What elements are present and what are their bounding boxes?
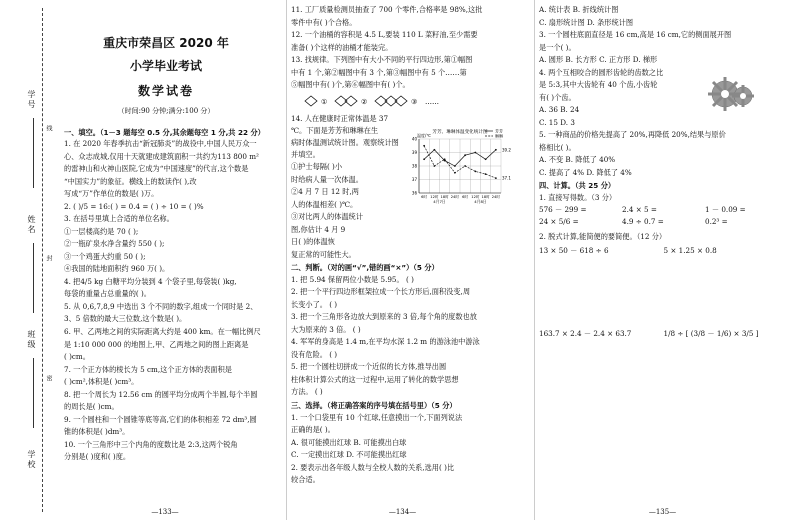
x-tick-label: 24时 (491, 195, 500, 200)
pattern-label: ③ (411, 97, 418, 106)
question-line: 大为原来的 3 倍。 ( ) (291, 324, 361, 334)
exam-title-type: 小学毕业考试 (129, 59, 202, 74)
calc-expression: 2.4 × 5 = (622, 205, 657, 215)
x-group-label: 4月8日 (474, 199, 487, 205)
y-tick-label: 38 (411, 163, 417, 169)
page-135 (534, 0, 790, 520)
x-group-label: 4月7日 (433, 199, 446, 205)
pattern-label: ② (361, 97, 368, 106)
question-line: 有( )个齿。 (539, 92, 576, 102)
question-line: 的周长是( )cm。 (64, 402, 119, 412)
y-tick-label: 40 (411, 136, 417, 142)
question-list (291, 113, 403, 260)
question-line: 分别是( )度和( )度。 (64, 452, 131, 462)
question-line: 6. 甲、乙两地之间的实际距离大约是 400 km。在一幅比例尺 (64, 327, 261, 336)
question-line: 病时体温测试统计图。观察统计图并填空。 (291, 138, 399, 159)
question-list (64, 138, 268, 462)
question-line: 5. 从 0,6,7,8,9 中选出 3 个不同的数字,组成一个同时是 2、 (64, 301, 258, 311)
page-133 (60, 0, 270, 520)
calc-direct-grid (539, 204, 788, 227)
label-name: 姓名 (27, 215, 36, 235)
section-judge: 二、判断。（对的画“√”,错的画“×”）（5 分） (291, 263, 439, 273)
question-line: 锥的体积是( )dm³。 (64, 427, 130, 437)
question-list (291, 412, 516, 486)
question-line: 3. 把一个三角形各边放大到原来的 3 倍,每个角的度数也放 (291, 312, 477, 322)
question-line: ②一瓶矿泉水净含量约 550 ( ); (64, 239, 165, 249)
y-tick-label: 36 (411, 190, 417, 196)
y-tick-label: 37 (411, 177, 417, 183)
question-line: ①护士每隔( )小 (291, 162, 343, 172)
question-line: 3. 在括号里填上合适的单位名称。 (64, 214, 174, 224)
question-line: 13. 找规律。下列图中有大小不同的平行四边形,第①幅图 (291, 55, 473, 65)
question-line: 没有危险。 ( ) (291, 349, 338, 359)
question-line: 10. 一个三角形中三个内角的度数比是 2:3,这两个锐角 (64, 439, 238, 449)
fill-line (33, 118, 34, 188)
section-fill-blank: 一、填空。（1－3 题每空 0.5 分,其余题每空 1 分,共 22 分） (64, 127, 265, 137)
question-line: 是一个( )。 (539, 42, 576, 52)
question-line: A. 不变 B. 降低了 40% (539, 155, 616, 165)
question-line: ⑤幅图中有( )个,第⑥幅图中有( )个。 (291, 80, 410, 90)
pattern-label: …… (425, 97, 439, 106)
question-line: 是 5:3,其中大齿轮有 40 个齿,小齿轮 (539, 80, 658, 90)
gears-image (705, 72, 755, 116)
data-label: 39.2 (502, 147, 511, 153)
data-label: 37.1 (502, 175, 511, 181)
question-line: C. 15 D. 3 (539, 117, 575, 127)
question-line: 1. 把 5.94 保留两位小数是 5.95。 ( ) (291, 274, 414, 284)
question-line: 较合适。 (291, 475, 320, 485)
question-line: 3. 一个圆柱底面直径是 16 cm,高是 16 cm,它的侧面展开图 (539, 30, 732, 40)
x-tick-label: 18时 (481, 195, 490, 200)
data-point (433, 165, 435, 167)
question-line: A. 很可能摸出红球 B. 可能摸出白球 (291, 437, 407, 447)
x-tick-label: 24时 (450, 195, 459, 200)
data-point (464, 154, 466, 156)
question-line: ①一层楼高约是 70 ( ); (64, 226, 139, 236)
question-line: ②4 月 7 日 12 时,两 (291, 187, 359, 197)
question-line: ④我国的陆地面积约 960 万( )。 (64, 264, 170, 274)
calc-expression: 1 － 0.09 = (705, 205, 746, 215)
calc-expression: 4.9 ÷ 0.7 = (622, 216, 664, 226)
label-class: 班级 (27, 330, 36, 350)
data-point (474, 152, 476, 154)
cut-mark: 密 (45, 375, 52, 383)
data-point (495, 177, 497, 179)
question-line: 中有 1 个,第②幅图中有 3 个,第③幅图中有 5 个……第 (291, 67, 467, 77)
question-line: 人的体温相差( )℃。 (291, 199, 358, 209)
question-line: 格相比( )。 (539, 142, 576, 152)
parallelogram-pattern (301, 94, 511, 108)
question-line: 准备( )个这样的油桶才能装完。 (291, 42, 393, 52)
page-number: —134— (388, 507, 417, 516)
question-line: 是 1:10 000 000 的地图上,甲、乙两地之间的图上距离是 (64, 339, 249, 349)
data-point (485, 158, 487, 160)
question-list (291, 4, 516, 91)
question-line: 正确的是( )。 (291, 425, 335, 435)
question-line: 4. 军军的身高是 1.4 m,在平均水深 1.2 m 的游泳池中游泳 (291, 337, 480, 347)
exam-title-subject: 数学试卷 (137, 84, 194, 99)
question-line: “中国实力”的象征。横线上的数读作( ),改 (64, 176, 197, 186)
temperature-line-chart (403, 127, 513, 209)
question-line: 长变小了。 ( ) (291, 299, 338, 309)
cut-mark: 线 (45, 125, 52, 133)
question-line: A. 36 B. 24 (539, 105, 580, 115)
calc-direct-row (539, 204, 788, 216)
binding-strip (0, 0, 58, 520)
question-line: 方法。 ( ) (291, 387, 323, 397)
exam-time-score: （时间:90 分钟;满分:100 分） (117, 106, 215, 115)
calc-step-row (539, 245, 788, 257)
question-line: 1. 在 2020 年春季抗击“新冠肺炎”的战役中,中国人民万众一 (64, 139, 257, 149)
question-line: 零件中有( )个合格。 (291, 17, 357, 27)
question-line: 3、5 倍数的最大三位数,这个数是( )。 (64, 314, 187, 324)
cut-line (42, 8, 43, 512)
calc-expression: 0.2³ = (705, 216, 728, 226)
question-line: C. 一定摸出红球 D. 不可能摸出红球 (291, 450, 407, 460)
question-line: 每袋的重量占总重量的( )。 (64, 289, 151, 299)
fill-line (33, 243, 34, 313)
question-line: 2. 把一个平行四边形框架拉成一个长方形后,面积没变,周 (291, 287, 471, 297)
calc-expression: 5 × 1.25 × 0.8 (663, 245, 717, 255)
chart-ylabel: 温度/℃ (417, 133, 431, 139)
question-line: 4. 两个互相咬合的圆形齿轮的齿数之比 (539, 67, 664, 77)
x-tick-label: 6时 (421, 195, 428, 200)
question-line: 图,你估计 4 月 9 (291, 224, 346, 234)
calc-step-title: 2. 脱式计算,能简便的要简便。（12 分） (539, 232, 667, 242)
question-line: ( )cm²,体积是( )cm³。 (64, 377, 139, 387)
data-point (433, 149, 435, 151)
exam-title-region: 重庆市荣昌区 2020 年 (103, 36, 229, 50)
question-line: 1. 一个口袋里有 10 个红球,任意摸出一个,下面列说法 (291, 412, 463, 422)
calc-expression: 1/8 ÷ [ (3/8 － 1/6) × 3/5 ] (663, 329, 759, 339)
question-line: 复正常的可能性大。 (291, 249, 356, 259)
question-line: 9. 一个圆柱和一个圆锥等底等高,它们的体积相差 72 dm³,圆 (64, 414, 257, 424)
data-point (454, 172, 456, 174)
question-line: 的雷神山和火神山医院,它成为“中国速度”的代言,这个数是 (64, 164, 249, 174)
calc-expression: 13 × 50 － 618 ÷ 6 (539, 245, 609, 255)
legend-label: 芳芳 (495, 128, 503, 134)
question-line: A. 圆形 B. 长方形 C. 正方形 D. 梯形 (539, 55, 658, 65)
label-school: 学校 (27, 450, 36, 470)
pattern-label: ① (321, 97, 328, 106)
x-tick-label: 12时 (471, 195, 480, 200)
question-line: 时给病人量一次体温。 (291, 174, 363, 184)
question-line: 7. 一个正方体的棱长为 5 cm,这个正方体的表面积是 (64, 364, 232, 374)
section-choose: 三、选择。（将正确答案的序号填在括号里）（5 分） (291, 400, 457, 410)
question-line: 14. 人在健康时正常体温是 37 ℃。下面是芳芳和琳琳在生 (291, 114, 389, 135)
question-line: 2. ( )/5 = 16:( ) = 0.4 = ( ) ÷ 10 = ( )% (64, 201, 204, 211)
question-line: 11. 工厂质量检测员抽查了 700 个零件,合格率是 98%,这批 (291, 5, 483, 14)
x-tick-label: 18时 (440, 195, 449, 200)
chart-title: 芳芳、琳琳体温变化统计图 (432, 130, 488, 136)
question-line: ③对比两人的体温统计 (291, 212, 363, 222)
cut-mark: 封 (45, 255, 52, 263)
data-point (444, 158, 446, 160)
label-student-id: 学号 (27, 90, 36, 110)
page-number: —135— (648, 507, 677, 516)
calc-expression: 576 － 299 = (539, 205, 587, 215)
question-list (291, 274, 516, 398)
question-line: 2. 要表示出各年级人数与全校人数的关系,选用( )比 (291, 462, 455, 472)
question-line: 心、众志成城,仅用十天就建成建筑面积一共约为113 800 m² (64, 151, 259, 161)
question-line: 5. 把一个圆柱切拼成一个近似的长方体,推导出圆 (291, 362, 447, 372)
question-line: 12. 一个油桶的容积是 4.5 L,要装 110 L 菜籽油,至少需要 (291, 30, 478, 40)
data-point (464, 165, 466, 167)
calc-direct-row (539, 216, 788, 228)
data-point (495, 149, 497, 151)
page-number: —133— (151, 507, 179, 516)
question-line: 8. 把一个周长为 12.56 cm 的圆平均分成两个半圆,每个半圆 (64, 389, 258, 399)
page-134 (286, 0, 518, 520)
calc-direct-title: 1. 直接写得数。（3 分） (539, 192, 617, 202)
calc-expression: 24 × 5/6 = (539, 216, 579, 226)
question-line: A. 统计表 B. 折线统计图 (539, 5, 619, 14)
question-line: C. 提高了 4% D. 降低了 4% (539, 167, 632, 177)
data-point (454, 165, 456, 167)
data-point (423, 158, 425, 160)
question-line: ( )cm。 (64, 352, 90, 362)
question-line: 4. 把4/5 kg 白糖平均分装到 4 个袋子里,每袋装( )kg, (64, 276, 237, 286)
legend-label: 琳琳 (495, 133, 503, 139)
y-tick-label: 39 (411, 150, 417, 156)
question-line: 柱体积计算公式的这一过程中,运用了转化的数学思想 (291, 374, 459, 384)
question-line: 写成“万”作单位的数是( )万。 (64, 189, 159, 199)
section-calc: 四、计算。（共 25 分） (539, 181, 616, 191)
x-tick-label: 6时 (462, 195, 469, 200)
x-tick-label: 12时 (430, 195, 439, 200)
data-point (485, 173, 487, 175)
fill-line (33, 358, 34, 428)
question-line: C. 扇形统计图 D. 条形统计图 (539, 17, 634, 27)
calc-expression: 163.7 × 2.4 － 2.4 × 63.7 (539, 329, 632, 339)
calc-step-row (539, 328, 788, 340)
question-line: 日( )的体温恢 (291, 237, 335, 247)
question-line: ③一个鸡蛋大约重 50 ( ); (64, 251, 146, 261)
question-line: 5. 一种商品的价格先提高了 20%,再降低 20%,结果与原价 (539, 130, 726, 140)
data-point (423, 145, 425, 147)
data-point (474, 171, 476, 173)
